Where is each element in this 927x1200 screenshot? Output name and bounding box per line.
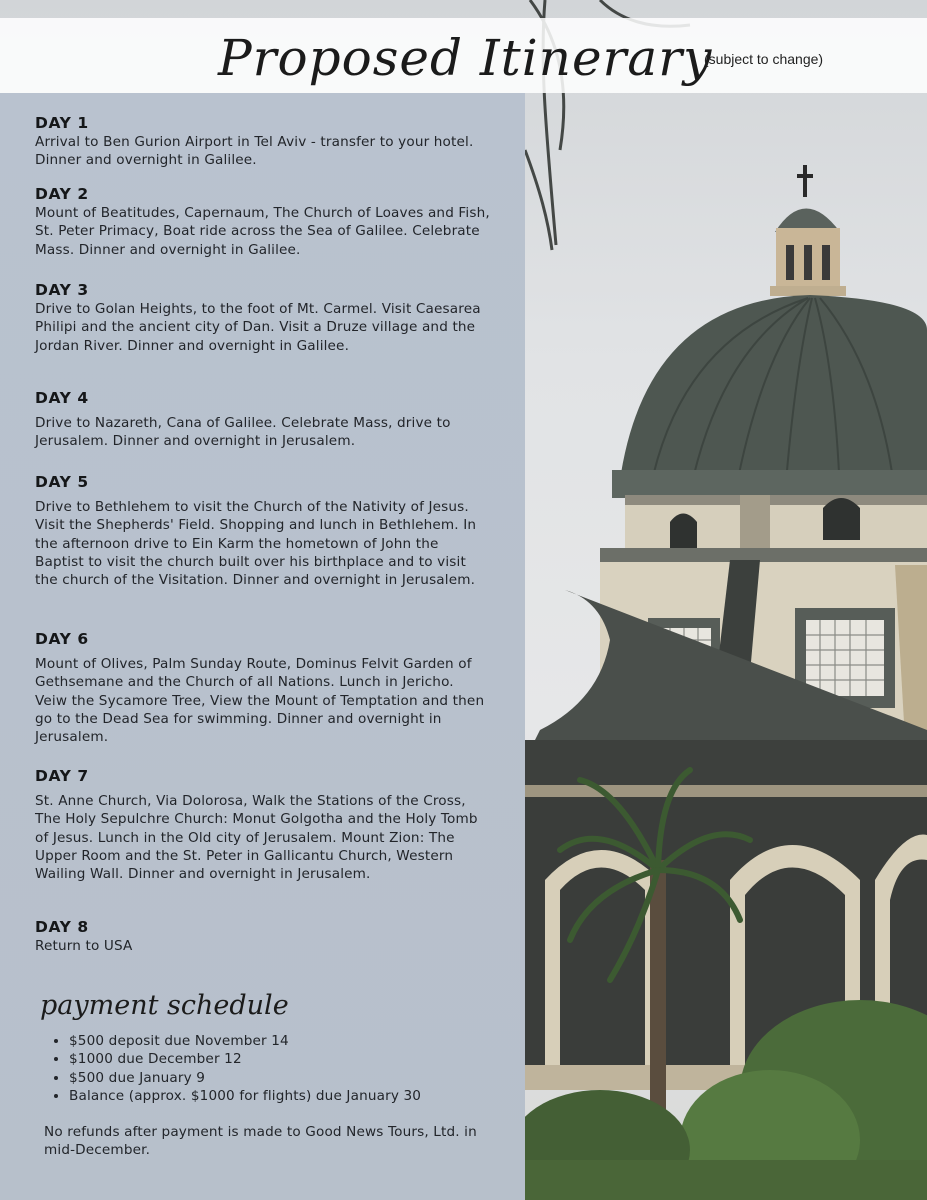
- day-7: [35, 767, 490, 883]
- day-text: Return to USA: [35, 938, 133, 954]
- payment-item: • $1000 due December 12: [69, 1050, 421, 1068]
- day-text: Mount of Olives, Palm Sunday Route, Dominus Felvit Garden of Gethsemane and the Church of all Nations. Lunch in Jericho. Veiw the Sycamore Tree, View the Mount of Temptation and then go to the Dead Sea for swimming. Dinner and overnight in Jerusalem.: [35, 656, 485, 746]
- day-label: DAY 4: [35, 389, 89, 407]
- day-label: DAY 1: [35, 114, 89, 132]
- payment-list: [51, 1032, 421, 1105]
- day-label: DAY 2: [35, 185, 89, 203]
- day-5: [35, 473, 490, 589]
- day-2: [35, 185, 490, 259]
- refund-note: No refunds after payment is made to Good News Tours, Ltd. in mid-December.: [44, 1124, 477, 1159]
- day-label: DAY 3: [35, 281, 89, 299]
- day-text: Drive to Golan Heights, to the foot of Mt. Carmel. Visit Caesarea Philipi and the ancient city of Dan. Visit a Druze village and the Jordan River. Dinner and overnight in Galilee.: [35, 301, 481, 354]
- page-title: Proposed Itinerary: [218, 29, 713, 87]
- payment-item: • $500 due January 9: [69, 1069, 421, 1087]
- day-1: [35, 114, 490, 170]
- day-8: [35, 918, 490, 955]
- day-label: DAY 5: [35, 473, 89, 491]
- day-4: [35, 389, 490, 451]
- day-text: Drive to Nazareth, Cana of Galilee. Celebrate Mass, drive to Jerusalem. Dinner and overnight in Jerusalem.: [35, 415, 451, 450]
- day-text: Mount of Beatitudes, Capernaum, The Church of Loaves and Fish, St. Peter Primacy, Boat ride across the Sea of Galilee. Celebrate Mass. Dinner and overnight in Galilee.: [35, 205, 490, 258]
- day-label: DAY 7: [35, 767, 89, 785]
- day-6: [35, 630, 490, 746]
- day-3: [35, 281, 490, 355]
- payment-item: • $500 deposit due November 14: [69, 1032, 421, 1050]
- page-subtitle: (subject to change): [704, 51, 824, 67]
- day-label: DAY 6: [35, 630, 89, 648]
- day-label: DAY 8: [35, 918, 89, 936]
- day-text: St. Anne Church, Via Dolorosa, Walk the Stations of the Cross, The Holy Sepulchre Church: Monut Golgotha and the Holy Tomb of Jesus. Lunch in the Old city of Jerusalem. Mount Zion: The Upper Room and the St. Peter in Gallicantu Church, Western Wailing Wall. Dinner and overnight in Jerusalem.: [35, 793, 478, 883]
- day-text: Drive to Bethlehem to visit the Church of the Nativity of Jesus. Visit the Shepherds' Field. Shopping and lunch in Bethlehem. In the afternoon drive to Ein Karm the hometown of John the Baptist to visit the church built over his birthplace and to visit the church of the Visitation. Dinner and overnight in Jerusalem.: [35, 499, 477, 589]
- day-text: Arrival to Ben Gurion Airport in Tel Aviv - transfer to your hotel. Dinner and overnight in Galilee.: [35, 134, 474, 169]
- payment-item: • Balance (approx. $1000 for flights) due January 30: [69, 1087, 421, 1105]
- payment-schedule-title: payment schedule: [40, 990, 289, 1021]
- header-band: [0, 18, 927, 93]
